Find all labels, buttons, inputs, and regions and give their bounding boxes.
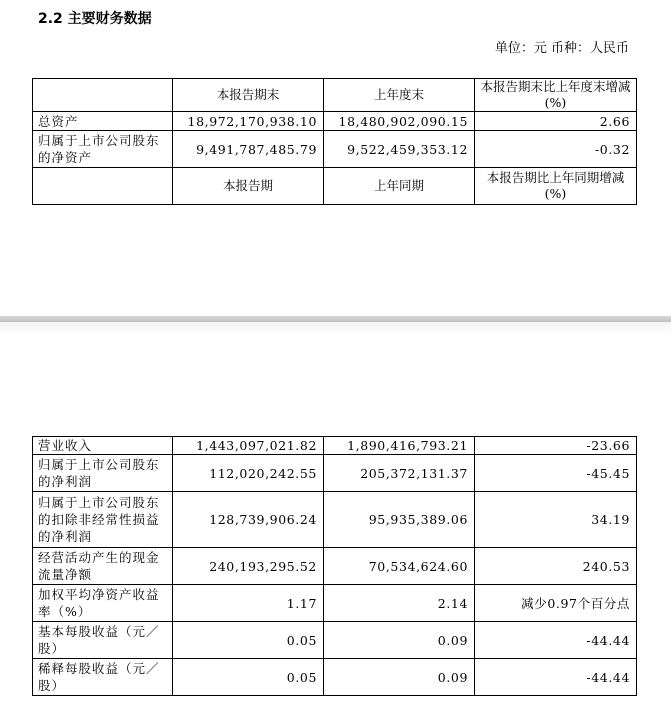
value-prior: 9,522,459,353.12 [324, 131, 475, 168]
header-prior-year-end: 上年度末 [324, 79, 475, 112]
value-change: 减少0.97个百分点 [475, 585, 637, 622]
value-current: 9,491,787,485.79 [173, 131, 324, 168]
value-change: -23.66 [475, 437, 637, 455]
financial-table-part2 [32, 436, 637, 696]
value-change: 2.66 [475, 112, 637, 131]
value-prior: 0.09 [324, 622, 475, 659]
table-row [33, 131, 637, 168]
table-row [33, 585, 637, 622]
header-change-pct: 本报告期末比上年度末增减(%) [475, 79, 637, 112]
subheader-prior-period: 上年同期 [324, 168, 475, 205]
header-cell-blank [33, 79, 173, 112]
row-label: 归属于上市公司股东的净利润 [33, 455, 173, 492]
table-row [33, 622, 637, 659]
value-current: 1.17 [173, 585, 324, 622]
value-change: -0.32 [475, 131, 637, 168]
value-current: 0.05 [173, 622, 324, 659]
value-change: 240.53 [475, 548, 637, 585]
table-header-row [33, 79, 637, 112]
value-prior: 18,480,902,090.15 [324, 112, 475, 131]
value-current: 240,193,295.52 [173, 548, 324, 585]
value-current: 112,020,242.55 [173, 455, 324, 492]
row-label: 经营活动产生的现金流量净额 [33, 548, 173, 585]
header-period-end: 本报告期末 [173, 79, 324, 112]
section-title: 2.2 主要财务数据 [38, 11, 152, 27]
page-separator-shadow [0, 322, 671, 334]
value-change: -44.44 [475, 622, 637, 659]
table-row [33, 455, 637, 492]
row-label: 稀释每股收益（元／股） [33, 659, 173, 696]
table-row [33, 492, 637, 548]
table-row [33, 112, 637, 131]
table-row [33, 548, 637, 585]
table-row [33, 437, 637, 455]
value-current: 1,443,097,021.82 [173, 437, 324, 455]
value-prior: 1,890,416,793.21 [324, 437, 475, 455]
table-row [33, 659, 637, 696]
value-prior: 95,935,389.06 [324, 492, 475, 548]
row-label: 归属于上市公司股东的净资产 [33, 131, 173, 168]
table-subheader-row [33, 168, 637, 205]
value-current: 18,972,170,938.10 [173, 112, 324, 131]
row-label: 营业收入 [33, 437, 173, 455]
financial-table-part1 [32, 78, 637, 205]
value-prior: 0.09 [324, 659, 475, 696]
unit-currency-line: 单位：元 币种：人民币 [494, 41, 629, 56]
row-label: 基本每股收益（元／股） [33, 622, 173, 659]
subheader-change-pct: 本报告期比上年同期增减(%) [475, 168, 637, 205]
row-label: 总资产 [33, 112, 173, 131]
value-current: 0.05 [173, 659, 324, 696]
value-change: -44.44 [475, 659, 637, 696]
row-label: 归属于上市公司股东的扣除非经常性损益的净利润 [33, 492, 173, 548]
value-prior: 205,372,131.37 [324, 455, 475, 492]
value-current: 128,739,906.24 [173, 492, 324, 548]
value-prior: 70,534,624.60 [324, 548, 475, 585]
subheader-cell-blank [33, 168, 173, 205]
row-label: 加权平均净资产收益率（%） [33, 585, 173, 622]
value-change: -45.45 [475, 455, 637, 492]
subheader-current-period: 本报告期 [173, 168, 324, 205]
value-change: 34.19 [475, 492, 637, 548]
value-prior: 2.14 [324, 585, 475, 622]
